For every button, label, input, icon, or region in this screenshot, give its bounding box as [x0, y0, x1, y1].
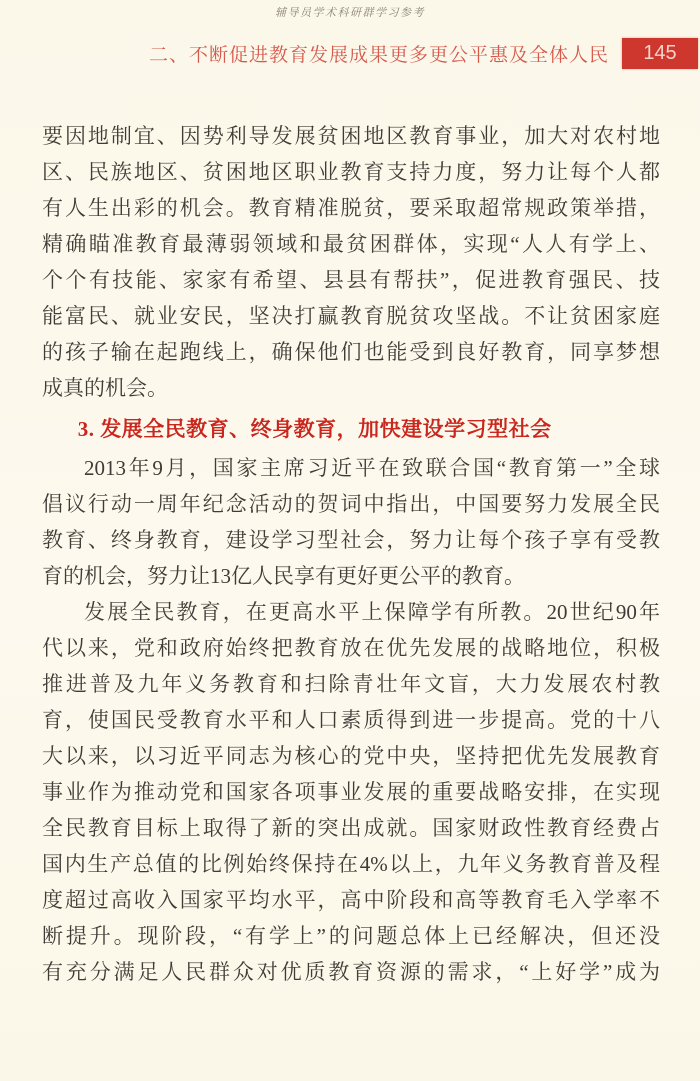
- text-line: 成真的机会。: [42, 376, 168, 400]
- page-body: [42, 118, 660, 990]
- text-line: 育，使国民受教育水平和人口素质得到进一步提高。党的十八: [42, 708, 660, 732]
- text-line: 育的机会，努力让13亿人民享有更好更公平的教育。: [42, 564, 525, 588]
- page-header: [0, 38, 700, 69]
- text-line: 倡议行动一周年纪念活动的贺词中指出，中国要努力发展全民: [42, 492, 660, 516]
- text-line: 有人生出彩的机会。教育精准脱贫，要采取超常规政策举措，: [42, 196, 660, 220]
- text-line: 区、民族地区、贫困地区职业教育支持力度，努力让每个人都: [42, 160, 660, 184]
- text-line: 有充分满足人民群众对优质教育资源的需求，“上好学”成为: [42, 960, 660, 984]
- text-line: 发展全民教育，在更高水平上保障学有所教。20世纪90年: [84, 600, 660, 624]
- text-line: 国内生产总值的比例始终保持在4%以上，九年义务教育普及程: [42, 852, 660, 876]
- text-line: 要因地制宜、因势利导发展贫困地区教育事业，加大对农村地: [42, 124, 660, 148]
- text-line: 事业作为推动党和国家各项事业发展的重要战略安排，在实现: [42, 780, 660, 804]
- paragraph-2: [42, 450, 660, 594]
- page-number: 145: [643, 42, 677, 64]
- text-line: 个个有技能、家家有希望、县县有帮扶”，促进教育强民、技: [42, 268, 660, 292]
- watermark-text: 辅导员学术科研群学习参考: [275, 6, 425, 19]
- text-line: 断提升。现阶段，“有学上”的问题总体上已经解决，但还没: [42, 924, 660, 948]
- text-line: 推进普及九年义务教育和扫除青壮年文盲，大力发展农村教: [42, 672, 660, 696]
- text-line: 2013年9月，国家主席习近平在致联合国“教育第一”全球: [84, 456, 660, 480]
- text-line: 度超过高收入国家平均水平，高中阶段和高等教育毛入学率不: [42, 888, 660, 912]
- paragraph-1: [42, 118, 660, 406]
- text-line: 精确瞄准教育最薄弱领域和最贫困群体，实现“人人有学上、: [42, 232, 660, 256]
- text-line: 教育、终身教育，建设学习型社会，努力让每个孩子享有受教: [42, 528, 660, 552]
- text-line: 大以来，以习近平同志为核心的党中央，坚持把优先发展教育: [42, 744, 660, 768]
- text-line: 的孩子输在起跑线上，确保他们也能受到良好教育，同享梦想: [42, 340, 660, 364]
- paragraph-3: [42, 594, 660, 990]
- text-line: 全民教育目标上取得了新的突出成就。国家财政性教育经费占: [42, 816, 660, 840]
- text-line: 能富民、就业安民，坚决打赢教育脱贫攻坚战。不让贫困家庭: [42, 304, 660, 328]
- text-line: 代以来，党和政府始终把教育放在优先发展的战略地位，积极: [42, 636, 660, 660]
- section-heading: 3. 发展全民教育、终身教育，加快建设学习型社会: [77, 417, 552, 441]
- running-head-title: 二、不断促进教育发展成果更多更公平惠及全体人民: [148, 45, 609, 66]
- page-number-badge: [622, 38, 698, 69]
